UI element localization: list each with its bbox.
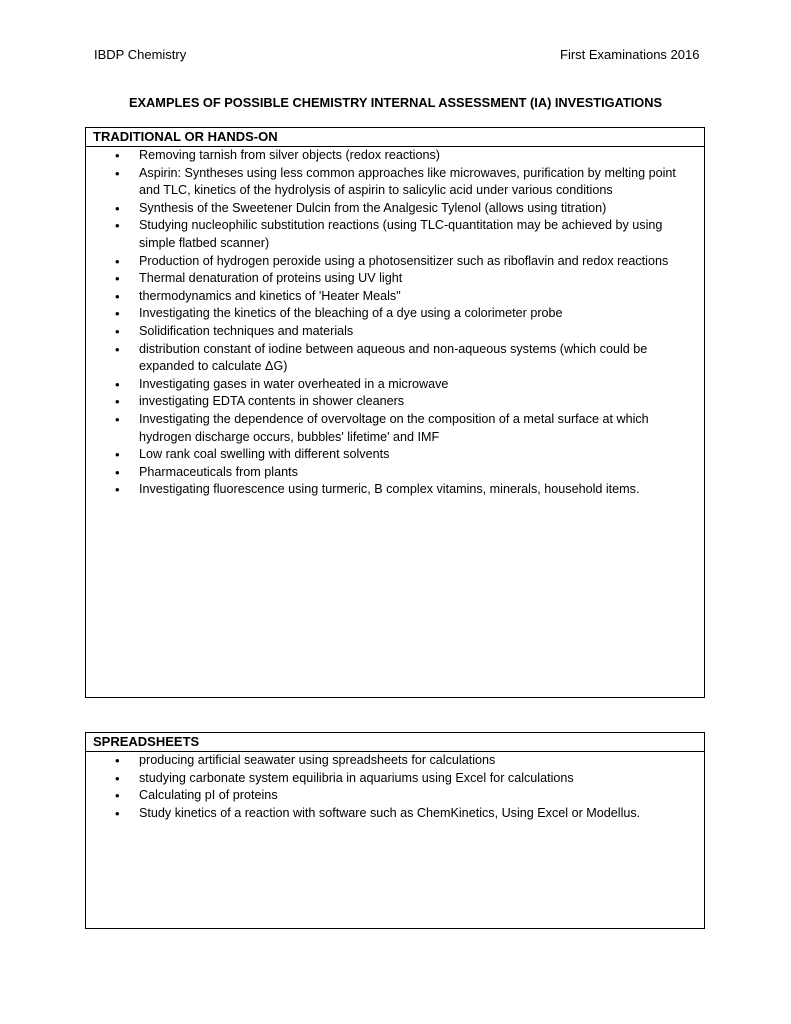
list-item: • Investigating fluorescence using turmeric, B complex vitamins, minerals, household items. bbox=[86, 481, 704, 499]
list-item: • producing artificial seawater using spreadsheets for calculations bbox=[86, 752, 704, 770]
traditional-section bbox=[85, 127, 705, 698]
spreadsheets-section bbox=[85, 732, 705, 929]
list-item: • Calculating pI of proteins bbox=[86, 787, 704, 805]
list-item: • Removing tarnish from silver objects (redox reactions) bbox=[86, 147, 704, 165]
list-item: • Pharmaceuticals from plants bbox=[86, 464, 704, 482]
spreadsheets-list bbox=[86, 752, 704, 822]
section-heading: TRADITIONAL OR HANDS-ON bbox=[86, 128, 704, 147]
header-course: IBDP Chemistry bbox=[94, 47, 187, 62]
list-item: • investigating EDTA contents in shower cleaners bbox=[86, 393, 704, 411]
list-item: • Low rank coal swelling with different solvents bbox=[86, 446, 704, 464]
list-item: • Production of hydrogen peroxide using a photosensitizer such as riboflavin and redox reactions bbox=[86, 253, 704, 271]
list-item: • Aspirin: Syntheses using less common approaches like microwaves, purification by melting point and TLC, kinetics of the hydrolysis of aspirin to salicylic acid under various conditions bbox=[86, 165, 704, 200]
traditional-list bbox=[86, 147, 704, 499]
list-item: • Synthesis of the Sweetener Dulcin from the Analgesic Tylenol (allows using titration) bbox=[86, 200, 704, 218]
list-item: • Thermal denaturation of proteins using UV light bbox=[86, 270, 704, 288]
list-item: • Investigating gases in water overheated in a microwave bbox=[86, 376, 704, 394]
list-item: • Investigating the kinetics of the bleaching of a dye using a colorimeter probe bbox=[86, 305, 704, 323]
list-item: • studying carbonate system equilibria in aquariums using Excel for calculations bbox=[86, 770, 704, 788]
list-item: • Study kinetics of a reaction with software such as ChemKinetics, Using Excel or Modellus. bbox=[86, 805, 704, 823]
list-item: • distribution constant of iodine between aqueous and non-aqueous systems (which could be expanded to calculate ΔG) bbox=[86, 341, 704, 376]
list-item: • thermodynamics and kinetics of 'Heater Meals" bbox=[86, 288, 704, 306]
page-title: EXAMPLES OF POSSIBLE CHEMISTRY INTERNAL ASSESSMENT (IA) INVESTIGATIONS bbox=[128, 95, 663, 110]
list-item: • Studying nucleophilic substitution reactions (using TLC-quantitation may be achieved by using simple flatbed scanner) bbox=[86, 217, 704, 252]
list-item: • Investigating the dependence of overvoltage on the composition of a metal surface at which hydrogen discharge occurs, bubbles' lifetime' and IMF bbox=[86, 411, 704, 446]
list-item: • Solidification techniques and materials bbox=[86, 323, 704, 341]
header-exam-date: First Examinations 2016 bbox=[560, 47, 700, 62]
section-heading: SPREADSHEETS bbox=[86, 733, 704, 752]
